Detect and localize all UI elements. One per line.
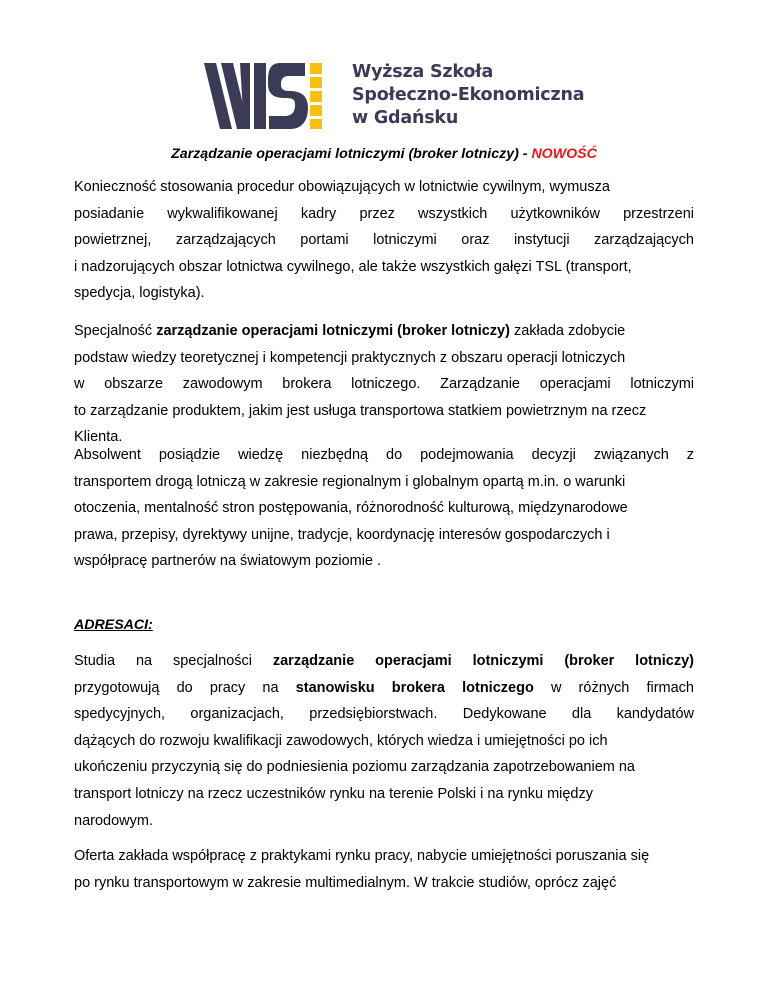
text-line	[74, 675, 694, 702]
logo-line-2: Społeczno-Ekonomiczna	[352, 85, 585, 105]
text-line: powietrznej, zarządzających portami lotniczymi oraz instytucji zarządzających	[74, 232, 694, 249]
text-line: Oferta zakłada współpracę z praktykami rynku pracy, nabycie umiejętności poruszania się	[74, 848, 650, 864]
text-line: Absolwent posiądzie wiedzę niezbędną do podejmowania decyzji związanych z	[74, 447, 694, 463]
text-line: podstaw wiedzy teoretycznej i kompetencji praktycznych z obszaru operacji lotniczych	[74, 349, 626, 366]
text-line: i nadzorujących obszar lotnictwa cywilnego, ale także wszystkich gałęzi TSL (transport,	[74, 258, 632, 275]
paragraph-graduate	[74, 442, 694, 575]
university-logo	[204, 62, 584, 130]
text-run: Studia na specjalności	[74, 653, 273, 669]
text-line: dążących do rozwoju kwalifikacji zawodowych, których wiedza i umiejętności po ich	[74, 732, 608, 749]
paragraph-intro	[74, 174, 694, 307]
text-line: spedycja, logistyka).	[74, 285, 205, 302]
paragraph-specialization	[74, 318, 694, 451]
text-line: spedycyjnych, organizacjach, przedsiębiorstwach. Dedykowane dla kandydatów	[74, 706, 694, 723]
text-line	[74, 648, 694, 675]
document-title	[0, 146, 768, 162]
text-line: to zarządzanie produktem, jakim jest usługa transportowa statkiem powietrznym na rzecz	[74, 402, 647, 419]
text-run: zakłada zdobycie	[509, 323, 626, 339]
text-line: ukończeniu przyczynią się do podniesienia poziomu zarządzania zapotrzebowaniem na	[74, 759, 635, 776]
text-line: transportem drogą lotniczą w zakresie regionalnym i globalnym opartą m.in. o warunki	[74, 473, 626, 490]
logo-line-3: w Gdańsku	[352, 108, 459, 128]
title-text: Zarządzanie operacjami lotniczymi (broker lotniczy) -	[171, 146, 532, 162]
text-line: po rynku transportowym w zakresie multimedialnym. W trakcie studiów, oprócz zajęć	[74, 874, 617, 891]
specialization-name: zarządzanie operacjami lotniczymi (broker lotniczy)	[272, 653, 694, 669]
text-line: narodowym.	[74, 812, 153, 829]
text-run: przygotowują do pracy na	[74, 679, 296, 696]
wsse-logo-mark-icon	[204, 62, 332, 130]
position-name: stanowisku brokera lotniczego	[295, 679, 534, 696]
new-badge: NOWOŚĆ	[531, 146, 597, 162]
text-line: transport lotniczy na rzecz uczestników rynku na terenie Polski i na rynku między	[74, 785, 593, 802]
text-line: prawa, przepisy, dyrektywy unijne, tradycje, koordynację interesów gospodarczych i	[74, 526, 610, 543]
text-line: w obszarze zawodowym brokera lotniczego. Zarządzanie operacjami lotniczymi	[74, 376, 694, 393]
logo-line-1: Wyższa Szkoła	[352, 62, 494, 82]
text-run: w różnych firmach	[533, 679, 694, 696]
specialization-name: zarządzanie operacjami lotniczymi (broker lotniczy)	[156, 323, 510, 339]
text-line: posiadanie wykwalifikowanej kadry przez wszystkich użytkowników przestrzeni	[74, 205, 694, 222]
text-line: Klienta.	[74, 429, 123, 446]
paragraph-offer	[74, 843, 694, 896]
text-line	[74, 318, 694, 345]
paragraph-addressees	[74, 648, 694, 834]
text-line: Konieczność stosowania procedur obowiązujących w lotnictwie cywilnym, wymusza	[74, 179, 610, 195]
text-line: otoczenia, mentalność stron postępowania, różnorodność kulturową, międzynarodowe	[74, 500, 628, 517]
logo-wordmark	[352, 61, 584, 130]
text-run: Specjalność	[74, 323, 157, 339]
text-line: współpracę partnerów na światowym poziomie .	[74, 553, 382, 570]
section-heading-adresaci: ADRESACI:	[74, 617, 153, 633]
